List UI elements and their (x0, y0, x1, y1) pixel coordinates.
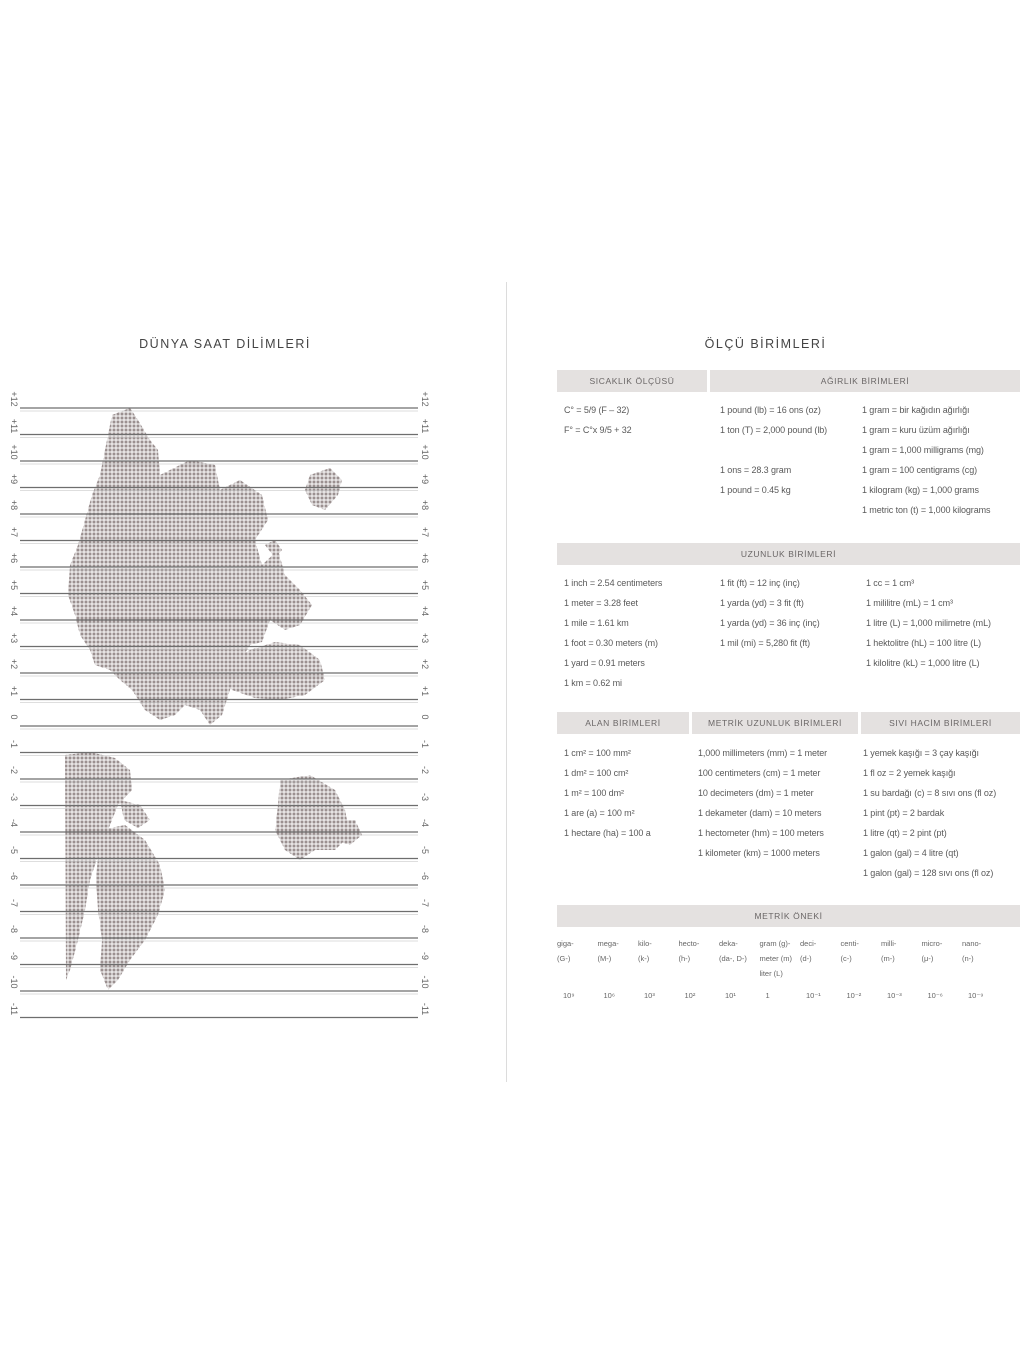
time-zone-label: +1 (420, 685, 430, 696)
time-zone-label: +6 (420, 552, 430, 564)
time-zone-label: -8 (9, 924, 19, 933)
prefix-value: 10³ (644, 991, 655, 1000)
time-zone-label: -6 (9, 871, 19, 880)
liquid-2: 1 fl oz = 2 yemek kaşığı (863, 768, 956, 778)
weight-c2-5: 1 kilogram (kg) = 1,000 grams (862, 485, 979, 495)
central-america-landmass (120, 800, 150, 828)
mlength-5: 1 hectometer (hm) = 100 meters (698, 828, 824, 838)
length-c1-6: 1 km = 0.62 mi (564, 678, 622, 688)
length-c2-4: 1 mil (mi) = 5,280 fit (ft) (720, 638, 811, 648)
time-zone-label: +5 (420, 579, 430, 590)
prefix-name: centi- (c-) (840, 939, 859, 963)
prefix-name: hecto- (h-) (678, 939, 700, 963)
prefix-value: 10⁹ (563, 991, 575, 1000)
prefix-value: 10⁶ (603, 991, 615, 1000)
time-zone-label: -5 (9, 845, 19, 854)
temp-line-2: F° = C°x 9/5 + 32 (564, 425, 632, 435)
prefix-name: gram (g)- meter (m) liter (L) (759, 939, 792, 978)
time-zone-label: +2 (420, 658, 430, 670)
time-zone-label: +11 (420, 418, 430, 433)
mlength-4: 1 dekameter (dam) = 10 meters (698, 808, 822, 818)
time-zone-label: +12 (420, 391, 430, 407)
time-zone-label: +1 (9, 685, 19, 696)
time-zone-label: -3 (9, 792, 19, 801)
area-2: 1 dm² = 100 cm² (564, 768, 629, 778)
area-4: 1 are (a) = 100 m² (564, 808, 635, 818)
prefix-value: 10¹ (725, 991, 736, 1000)
time-zone-label: -7 (420, 898, 430, 907)
prefix-value: 10⁻⁹ (968, 991, 984, 1000)
weight-c2-2: 1 gram = kuru üzüm ağırlığı (862, 425, 970, 435)
time-zone-label: -4 (9, 818, 19, 827)
length-c3-3: 1 litre (L) = 1,000 milimetre (mL) (866, 618, 991, 628)
time-zone-label: +3 (9, 632, 19, 643)
weight-c1-1: 1 pound (lb) = 16 ons (oz) (720, 405, 821, 415)
time-zone-label: -9 (420, 951, 430, 960)
header-length: UZUNLUK BİRİMLERİ (557, 543, 1020, 565)
length-c3-5: 1 kilolitre (kL) = 1,000 litre (L) (866, 658, 980, 668)
time-zone-label: -2 (420, 765, 430, 774)
page-title-time-zones: DÜNYA SAAT DİLİMLERİ (139, 337, 311, 351)
prefix-value: 10⁻¹ (806, 991, 821, 1000)
liquid-6: 1 galon (gal) = 4 litre (qt) (863, 848, 959, 858)
length-c3-4: 1 hektolitre (hL) = 100 litre (L) (866, 638, 982, 648)
liquid-3: 1 su bardağı (c) = 8 sıvı ons (fl oz) (863, 788, 997, 798)
time-zone-label: -8 (420, 924, 430, 933)
time-zone-label: 0 (9, 714, 19, 720)
length-c3-2: 1 mililitre (mL) = 1 cm³ (866, 598, 953, 608)
time-zone-label: +12 (9, 391, 19, 407)
length-c2-2: 1 yarda (yd) = 3 fit (ft) (720, 598, 804, 608)
prefix-value: 10⁻² (846, 991, 862, 1000)
time-zone-label: -7 (9, 898, 19, 907)
liquid-7: 1 galon (gal) = 128 sıvı ons (fl oz) (863, 868, 994, 878)
length-c1-5: 1 yard = 0.91 meters (564, 658, 645, 668)
time-zone-label: +11 (9, 418, 19, 433)
right-page (507, 0, 1024, 1365)
length-c2-3: 1 yarda (yd) = 36 inç (inç) (720, 618, 820, 628)
prefix-name: giga- (G-) (557, 939, 574, 963)
time-zone-label: +4 (420, 605, 430, 617)
length-c1-4: 1 foot = 0.30 meters (m) (564, 638, 658, 648)
liquid-4: 1 pint (pt) = 2 bardak (863, 808, 945, 818)
time-zone-label: +5 (9, 579, 19, 590)
time-zone-label: +3 (420, 632, 430, 643)
prefix-name: kilo- (k-) (638, 939, 652, 963)
weight-c1-5: 1 pound = 0.45 kg (720, 485, 791, 495)
weight-c2-1: 1 gram = bir kağıdın ağırlığı (862, 405, 970, 415)
prefix-value: 1 (765, 991, 770, 1000)
time-zone-label: -5 (420, 845, 430, 854)
prefix-name: milli- (m-) (881, 939, 897, 963)
header-area: ALAN BİRİMLERİ (557, 712, 689, 734)
header-metric-length: METRİK UZUNLUK BİRİMLERİ (692, 712, 858, 734)
time-zone-label: +10 (9, 444, 19, 460)
time-zone-label: +2 (9, 658, 19, 670)
length-c3-1: 1 cc = 1 cm³ (866, 578, 915, 588)
time-zone-label: +4 (9, 605, 19, 617)
header-metric-prefix: METRİK ÖNEKİ (557, 905, 1020, 927)
header-temperature: SICAKLIK ÖLÇÜSÜ (557, 370, 707, 392)
mlength-3: 10 decimeters (dm) = 1 meter (698, 788, 814, 798)
time-zone-label: +6 (9, 552, 19, 564)
time-zone-label: -11 (420, 1002, 430, 1015)
weight-c1-2: 1 ton (T) = 2,000 pound (lb) (720, 425, 828, 435)
weight-c2-3: 1 gram = 1,000 milligrams (mg) (862, 445, 984, 455)
page-title-units: ÖLÇÜ BİRİMLERİ (704, 337, 827, 351)
liquid-1: 1 yemek kaşığı = 3 çay kaşığı (863, 748, 979, 758)
area-3: 1 m² = 100 dm² (564, 788, 624, 798)
time-zone-label: +9 (420, 473, 430, 484)
left-page (0, 0, 506, 1365)
header-weight: AĞIRLIK BİRİMLERİ (710, 370, 1020, 392)
prefix-value: 10² (684, 991, 696, 1000)
length-c2-1: 1 fit (ft) = 12 inç (inç) (720, 578, 800, 588)
time-zone-label: +7 (9, 526, 19, 537)
weight-c2-4: 1 gram = 100 centigrams (cg) (862, 465, 978, 475)
time-zone-label: -2 (9, 765, 19, 774)
length-c1-1: 1 inch = 2.54 centimeters (564, 578, 663, 588)
time-zone-label: -1 (9, 739, 19, 748)
time-zone-label: -11 (9, 1002, 19, 1015)
weight-c2-6: 1 metric ton (t) = 1,000 kilograms (862, 505, 991, 515)
area-1: 1 cm² = 100 mm² (564, 748, 631, 758)
time-zone-label: -10 (420, 975, 430, 989)
mlength-6: 1 kilometer (km) = 1000 meters (698, 848, 820, 858)
prefix-name: nano- (n-) (962, 939, 982, 963)
time-zone-label: -1 (420, 739, 430, 748)
time-zone-label: -9 (9, 951, 19, 960)
time-zone-label: -6 (420, 871, 430, 880)
time-zone-label: 0 (420, 714, 430, 720)
area-5: 1 hectare (ha) = 100 a (564, 828, 651, 838)
south-america-landmass (96, 825, 165, 990)
time-zone-label: -4 (420, 818, 430, 827)
japan-landmass (305, 468, 342, 510)
time-zone-label: +7 (420, 526, 430, 537)
time-zone-label: +10 (420, 444, 430, 460)
time-zone-label: +8 (420, 499, 430, 511)
prefix-value: 10⁻³ (887, 991, 902, 1000)
temp-line-1: C° = 5/9 (F – 32) (564, 405, 630, 415)
prefix-name: deci- (d-) (800, 939, 817, 963)
time-zone-label: -10 (9, 975, 19, 989)
north-america-landmass (275, 775, 350, 860)
weight-c1-4: 1 ons = 28.3 gram (720, 465, 792, 475)
mlength-2: 100 centimeters (cm) = 1 meter (698, 768, 821, 778)
prefix-name: mega- (M-) (597, 939, 619, 963)
time-zone-label: -3 (420, 792, 430, 801)
prefix-name: micro- (μ-) (921, 939, 943, 963)
mlength-1: 1,000 millimeters (mm) = 1 meter (698, 748, 828, 758)
prefix-name: deka- (da-, D-) (719, 939, 747, 963)
time-zone-label: +8 (9, 499, 19, 511)
liquid-5: 1 litre (qt) = 2 pint (pt) (863, 828, 947, 838)
prefix-value: 10⁻⁶ (927, 991, 943, 1000)
length-c1-3: 1 mile = 1.61 km (564, 618, 629, 628)
header-liquid: SIVI HACİM BİRİMLERİ (861, 712, 1020, 734)
world-time-zone-map (0, 380, 450, 1020)
length-c1-2: 1 meter = 3.28 feet (564, 598, 638, 608)
time-zone-label: +9 (9, 473, 19, 484)
